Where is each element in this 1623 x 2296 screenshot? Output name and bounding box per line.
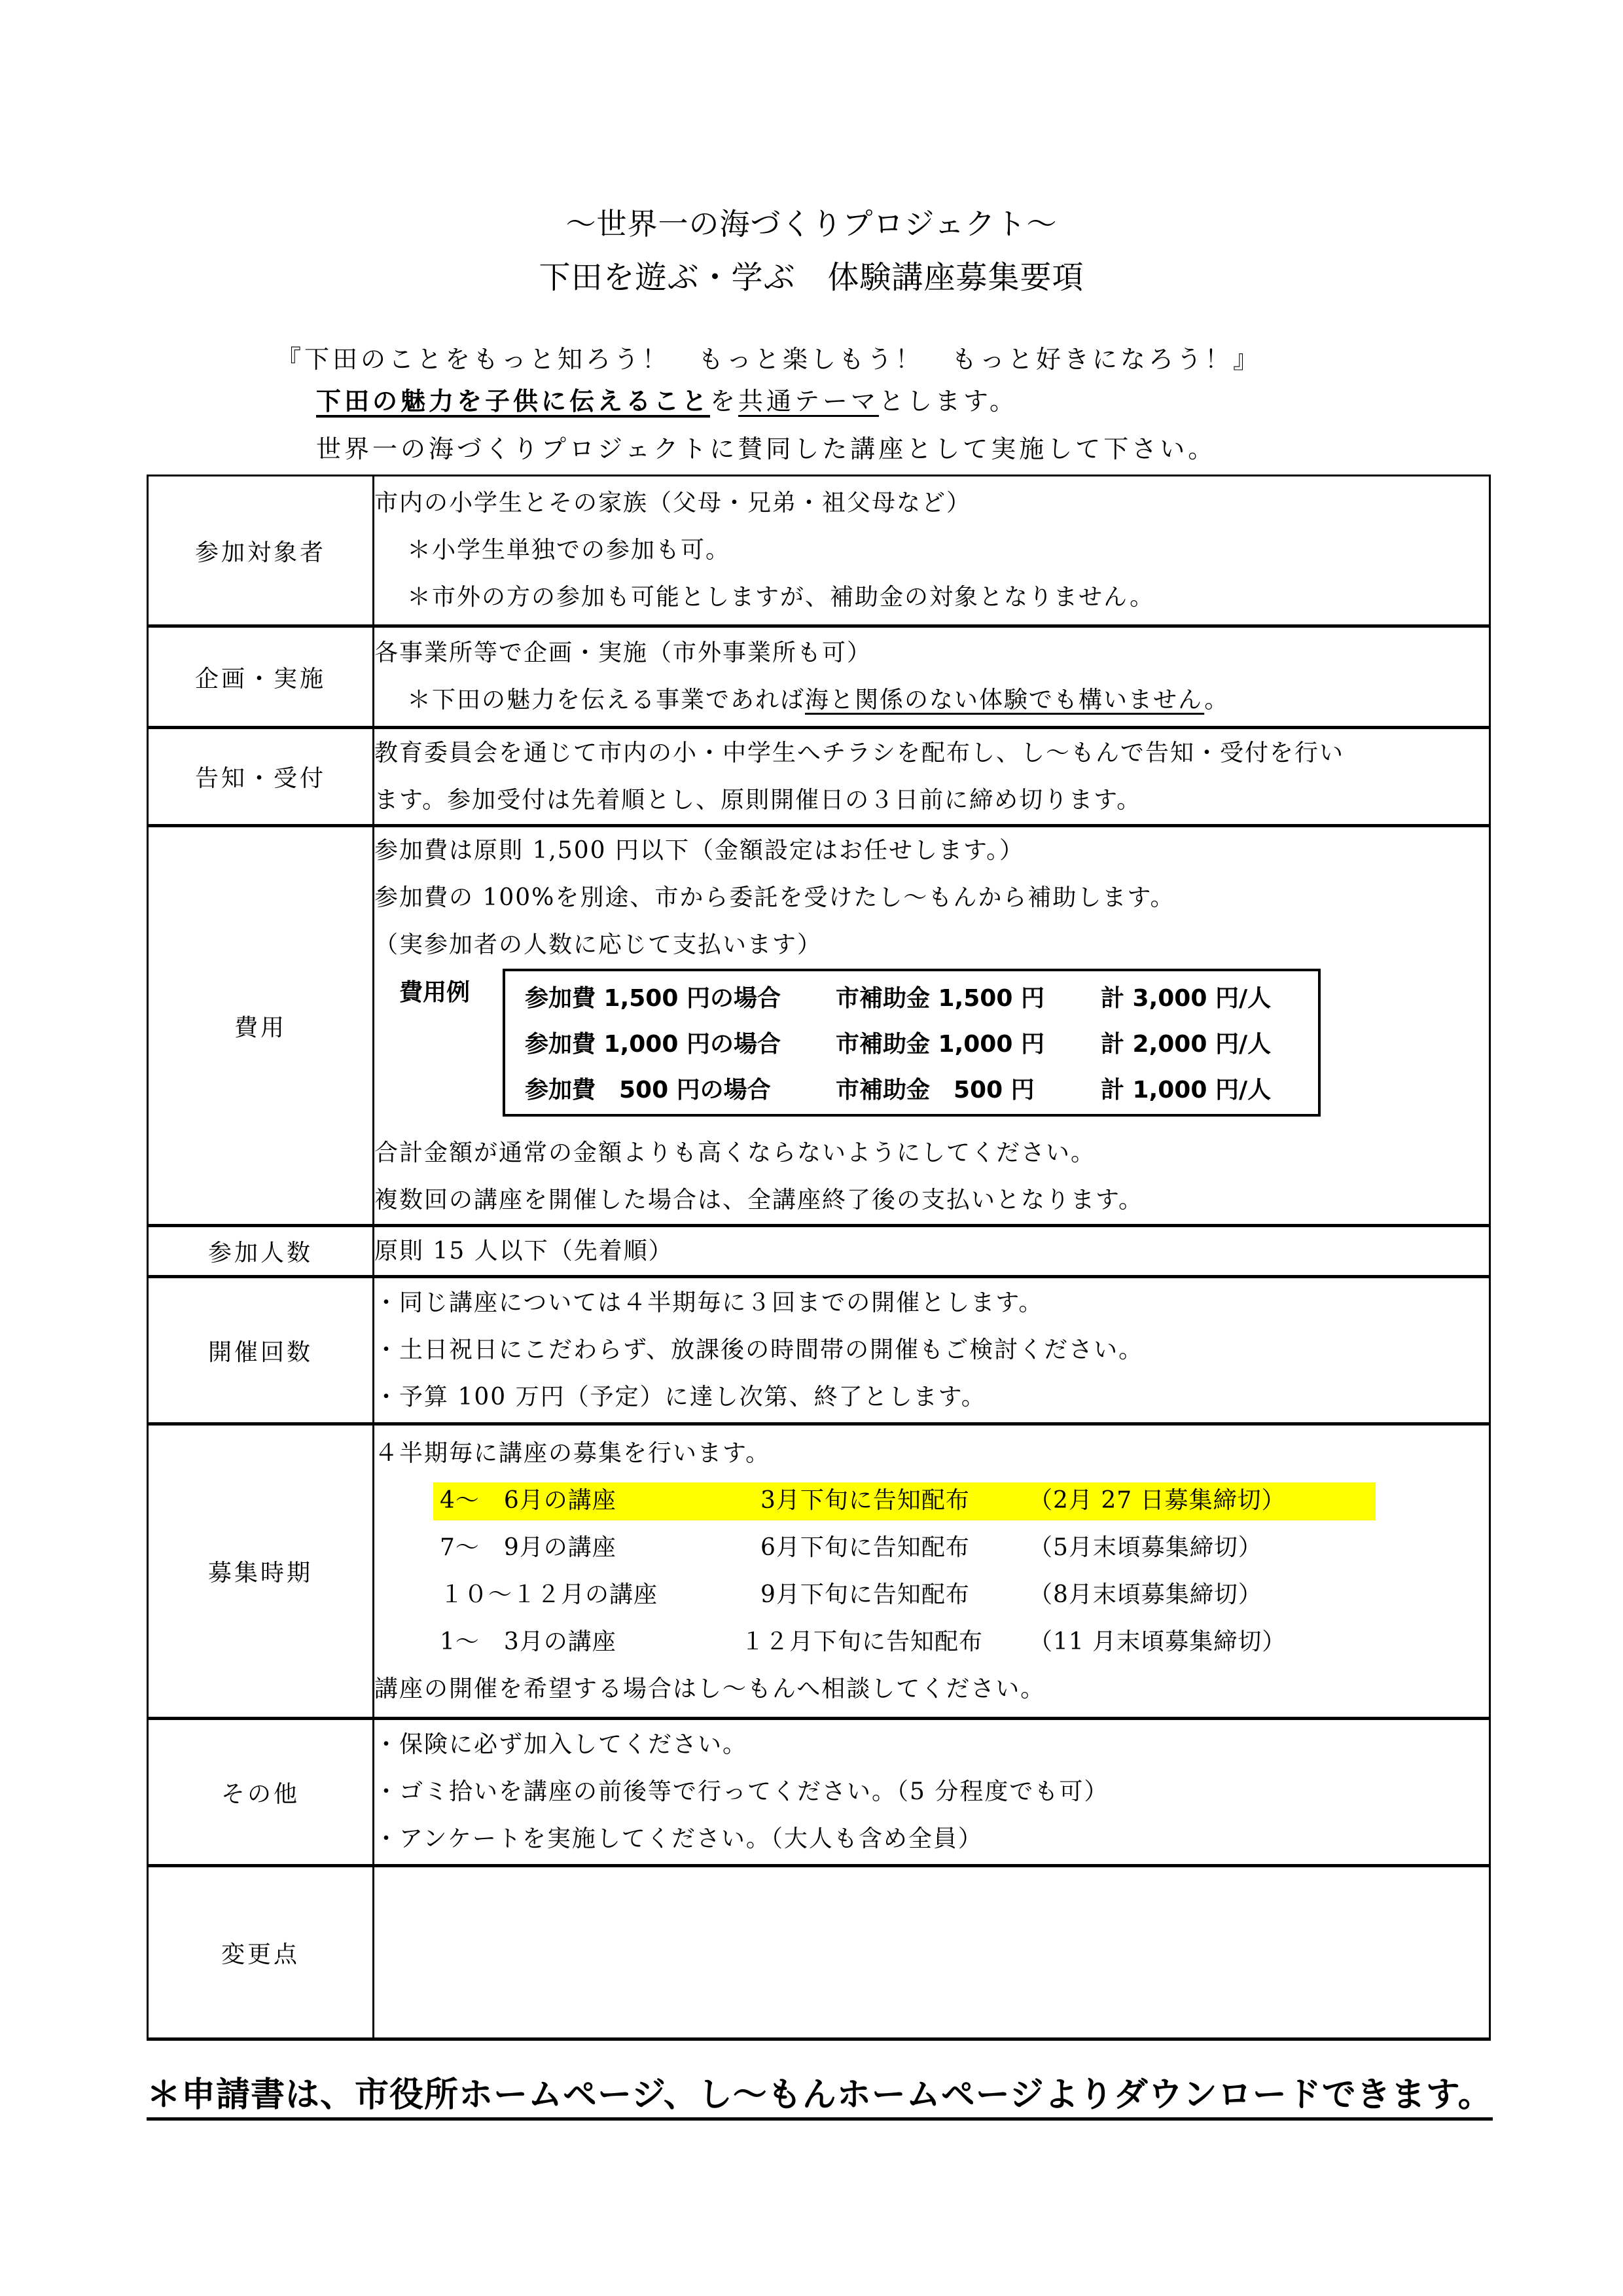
row-label: 募集時期 (148, 1424, 374, 1719)
requirements-table (147, 475, 1491, 2041)
schedule-deadline: （11 月末頃募集締切） (1029, 1628, 1287, 1655)
example-subsidy: 市補助金 500 円 (836, 1077, 1035, 1103)
schedule-period: 4～ 6月の講座 (440, 1486, 616, 1514)
row-label: 費用 (148, 826, 374, 1226)
row-participants (148, 476, 1490, 626)
row-changes (148, 1866, 1490, 2039)
example-total: 計 3,000 円/人 (1101, 985, 1272, 1012)
schedule-deadline: （8月末頃募集締切） (1029, 1581, 1262, 1608)
document-subtitle: ～世界一の海づくりプロジェクト～ (565, 206, 1058, 242)
row-content (374, 476, 1490, 626)
text-line: ・保険に必ず加入してください。 (374, 1731, 748, 1758)
text-line (374, 677, 1489, 724)
project-note: 世界一の海づくりプロジェクトに賛同した講座として実施して下さい。 (316, 435, 1217, 463)
schedule-period: １０～１２月の講座 (440, 1581, 658, 1608)
row-content (374, 1719, 1490, 1866)
text-line: ＊市外の方の参加も可能としますが、補助金の対象となりません。 (407, 584, 1155, 611)
row-capacity (148, 1226, 1490, 1277)
row-label: 開催回数 (148, 1277, 374, 1424)
text-line: ます。参加受付は先着順とし、原則開催日の３日前に締め切ります。 (374, 786, 1142, 814)
text-line: 複数回の講座を開催した場合は、全講座終了後の支払いとなります。 (374, 1187, 1144, 1213)
schedule-row (374, 1524, 1489, 1571)
text-line: 講座の開催を希望する場合はし～もんへ相談してください。 (374, 1675, 1046, 1702)
text-line: 各事業所等で企画・実施（市外事業所も可） (374, 639, 872, 666)
row-content (374, 1226, 1490, 1277)
text-line: ・ゴミ拾いを講座の前後等で行ってください。（5 分程度でも可） (374, 1778, 1109, 1805)
row-content (374, 1277, 1490, 1424)
text-line: （実参加者の人数に応じて支払います） (374, 931, 823, 958)
document-title: 下田を遊ぶ・学ぶ 体験講座募集要項 (539, 259, 1084, 296)
schedule-notice: １２月下旬に告知配布 (741, 1628, 984, 1655)
row-label: その他 (148, 1719, 374, 1866)
example-fee: 参加費 1,500 円の場合 (525, 985, 781, 1012)
slogan: 『下田のことをもっと知ろう！ もっと楽しもう！ もっと好きになろう！』 (276, 345, 1262, 374)
text-line: ＊小学生単独での参加も可。 (407, 537, 731, 564)
schedule-notice: 6月下旬に告知配布 (760, 1534, 970, 1561)
text-line: ４半期毎に講座の募集を行います。 (374, 1439, 771, 1467)
text-line: 参加費の 100%を別途、市から委託を受けたし～もんから補助します。 (374, 884, 1175, 911)
text-line: 参加費は原則 1,500 円以下（金額設定はお任せします。） (374, 837, 1025, 864)
row-other (148, 1719, 1490, 1866)
text-line: ・アンケートを実施してください。（大人も含め全員） (374, 1825, 983, 1852)
row-label: 参加対象者 (148, 476, 374, 626)
schedule-row-highlighted (374, 1477, 1489, 1524)
text-line: 原則 15 人以下（先着順） (374, 1237, 673, 1265)
row-label: 企画・実施 (148, 626, 374, 728)
cost-example (374, 969, 1489, 1130)
row-planning (148, 626, 1490, 728)
text-line: ・土日祝日にこだわらず、放課後の時間帯の開催もご検討ください。 (374, 1336, 1144, 1363)
schedule-period: 1～ 3月の講座 (440, 1628, 616, 1655)
example-fee: 参加費 1,000 円の場合 (525, 1031, 781, 1058)
schedule-row (374, 1619, 1489, 1666)
note-prefix: ＊下田の魅力を伝える事業であれば (407, 687, 806, 713)
row-content (374, 626, 1490, 728)
cost-example-box (503, 969, 1321, 1117)
row-label: 参加人数 (148, 1226, 374, 1277)
example-subsidy: 市補助金 1,000 円 (836, 1031, 1044, 1058)
row-content (374, 728, 1490, 826)
row-cost (148, 826, 1490, 1226)
cost-example-label: 費用例 (399, 979, 471, 1006)
theme-suffix: とします。 (879, 387, 1018, 416)
theme-keyword: 共通テーマ (738, 387, 880, 416)
note-suffix: 。 (1204, 687, 1230, 713)
schedule-row (374, 1571, 1489, 1619)
text-line: 教育委員会を通じて市内の小・中学生へチラシを配布し、し～もんで告知・受付を行い (374, 739, 1345, 766)
schedule-notice: 9月下旬に告知配布 (760, 1581, 970, 1608)
schedule-deadline: （2月 27 日募集締切） (1029, 1486, 1286, 1514)
example-subsidy: 市補助金 1,500 円 (836, 985, 1044, 1012)
schedule-notice: 3月下旬に告知配布 (760, 1486, 970, 1514)
example-total: 計 2,000 円/人 (1101, 1031, 1272, 1058)
row-label: 告知・受付 (148, 728, 374, 826)
text-line: ・予算 100 万円（予定）に達し次第、終了とします。 (374, 1384, 986, 1410)
text-line: 市内の小学生とその家族（父母・兄弟・祖父母など） (374, 490, 972, 516)
schedule-deadline: （5月末頃募集締切） (1029, 1534, 1262, 1561)
theme-emphasis: 下田の魅力を子供に伝えること (316, 386, 711, 416)
text-line: ・同じ講座については４半期毎に３回までの開催とします。 (374, 1289, 1044, 1316)
row-content-empty (374, 1866, 1490, 2039)
example-fee: 参加費 500 円の場合 (525, 1077, 771, 1103)
schedule-period: 7～ 9月の講座 (440, 1534, 616, 1561)
row-schedule (148, 1424, 1490, 1719)
row-content (374, 1424, 1490, 1719)
row-notice (148, 728, 1490, 826)
note-underlined: 海と関係のない体験でも構いません (805, 687, 1205, 713)
row-frequency (148, 1277, 1490, 1424)
common-theme (316, 381, 1018, 417)
example-total: 計 1,000 円/人 (1101, 1077, 1272, 1103)
download-note: ＊申請書は、市役所ホームページ、し～もんホームページよりダウンロードできます。 (147, 2067, 1493, 2121)
row-content (374, 826, 1490, 1226)
text-line: 合計金額が通常の金額よりも高くならないようにしてください。 (374, 1139, 1096, 1166)
row-label: 変更点 (148, 1866, 374, 2039)
theme-particle: を (710, 387, 739, 416)
